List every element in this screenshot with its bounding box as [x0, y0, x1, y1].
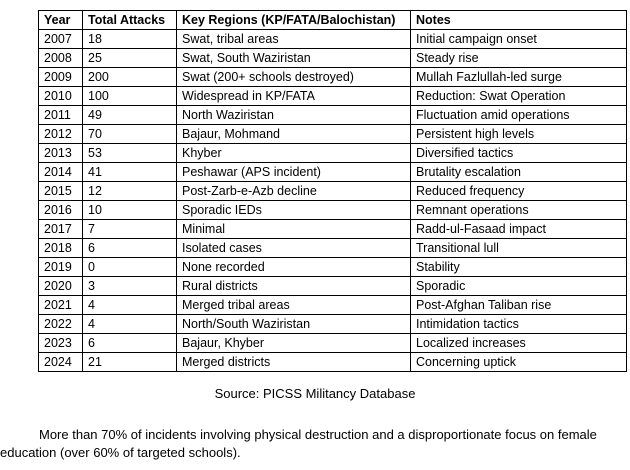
cell-total-attacks: 12 — [83, 182, 177, 201]
cell-key-regions: Minimal — [177, 220, 411, 239]
cell-year: 2019 — [39, 258, 83, 277]
cell-total-attacks: 0 — [83, 258, 177, 277]
cell-total-attacks: 53 — [83, 144, 177, 163]
table-row — [39, 106, 627, 125]
table-row — [39, 201, 627, 220]
cell-notes: Diversified tactics — [411, 144, 627, 163]
cell-total-attacks: 4 — [83, 315, 177, 334]
cell-notes: Mullah Fazlullah-led surge — [411, 68, 627, 87]
header-notes: Notes — [411, 11, 627, 30]
cell-year: 2021 — [39, 296, 83, 315]
table-row — [39, 277, 627, 296]
table-row — [39, 258, 627, 277]
table-row — [39, 30, 627, 49]
cell-notes: Fluctuation amid operations — [411, 106, 627, 125]
cell-key-regions: Swat (200+ schools destroyed) — [177, 68, 411, 87]
cell-key-regions: None recorded — [177, 258, 411, 277]
cell-key-regions: Bajaur, Mohmand — [177, 125, 411, 144]
cell-total-attacks: 200 — [83, 68, 177, 87]
cell-total-attacks: 70 — [83, 125, 177, 144]
cell-year: 2015 — [39, 182, 83, 201]
cell-key-regions: Merged tribal areas — [177, 296, 411, 315]
table-row — [39, 125, 627, 144]
cell-key-regions: Swat, South Waziristan — [177, 49, 411, 68]
table-row — [39, 315, 627, 334]
table-row — [39, 220, 627, 239]
cell-year: 2010 — [39, 87, 83, 106]
header-total-attacks: Total Attacks — [83, 11, 177, 30]
table-row — [39, 296, 627, 315]
cell-key-regions: North/South Waziristan — [177, 315, 411, 334]
cell-notes: Radd-ul-Fasaad impact — [411, 220, 627, 239]
table-row — [39, 49, 627, 68]
cell-total-attacks: 21 — [83, 353, 177, 372]
cell-total-attacks: 10 — [83, 201, 177, 220]
cell-total-attacks: 41 — [83, 163, 177, 182]
cell-total-attacks: 6 — [83, 239, 177, 258]
cell-year: 2024 — [39, 353, 83, 372]
attacks-table-container — [38, 10, 627, 372]
cell-year: 2011 — [39, 106, 83, 125]
cell-notes: Concerning uptick — [411, 353, 627, 372]
cell-key-regions: Widespread in KP/FATA — [177, 87, 411, 106]
cell-total-attacks: 49 — [83, 106, 177, 125]
cell-year: 2018 — [39, 239, 83, 258]
cell-notes: Reduced frequency — [411, 182, 627, 201]
cell-notes: Stability — [411, 258, 627, 277]
cell-notes: Brutality escalation — [411, 163, 627, 182]
table-row — [39, 353, 627, 372]
cell-year: 2017 — [39, 220, 83, 239]
cell-year: 2023 — [39, 334, 83, 353]
cell-key-regions: Swat, tribal areas — [177, 30, 411, 49]
table-row — [39, 163, 627, 182]
cell-notes: Steady rise — [411, 49, 627, 68]
header-key-regions: Key Regions (KP/FATA/Balochistan) — [177, 11, 411, 30]
cell-key-regions: Khyber — [177, 144, 411, 163]
source-caption: Source: PICSS Militancy Database — [214, 386, 416, 401]
table-row — [39, 87, 627, 106]
cell-year: 2016 — [39, 201, 83, 220]
table-header-row — [39, 11, 627, 30]
cell-notes: Initial campaign onset — [411, 30, 627, 49]
cell-notes: Localized increases — [411, 334, 627, 353]
cell-total-attacks: 100 — [83, 87, 177, 106]
cell-notes: Reduction: Swat Operation — [411, 87, 627, 106]
cell-notes: Transitional lull — [411, 239, 627, 258]
table-row — [39, 334, 627, 353]
body-paragraph: More than 70% of incidents involving physical destruction and a disproportionate focus on female education (over 60% of targeted schools). — [0, 427, 597, 460]
cell-notes: Intimidation tactics — [411, 315, 627, 334]
cell-total-attacks: 4 — [83, 296, 177, 315]
cell-year: 2014 — [39, 163, 83, 182]
table-body — [39, 30, 627, 372]
cell-year: 2012 — [39, 125, 83, 144]
cell-year: 2020 — [39, 277, 83, 296]
table-row — [39, 239, 627, 258]
cell-key-regions: North Waziristan — [177, 106, 411, 125]
cell-year: 2009 — [39, 68, 83, 87]
cell-year: 2007 — [39, 30, 83, 49]
cell-total-attacks: 3 — [83, 277, 177, 296]
cell-total-attacks: 6 — [83, 334, 177, 353]
cell-year: 2022 — [39, 315, 83, 334]
attacks-table — [38, 10, 627, 372]
cell-key-regions: Post-Zarb-e-Azb decline — [177, 182, 411, 201]
cell-notes: Sporadic — [411, 277, 627, 296]
table-row — [39, 182, 627, 201]
cell-year: 2008 — [39, 49, 83, 68]
cell-key-regions: Merged districts — [177, 353, 411, 372]
header-year: Year — [39, 11, 83, 30]
cell-total-attacks: 7 — [83, 220, 177, 239]
table-row — [39, 68, 627, 87]
cell-notes: Persistent high levels — [411, 125, 627, 144]
cell-notes: Remnant operations — [411, 201, 627, 220]
cell-key-regions: Rural districts — [177, 277, 411, 296]
cell-total-attacks: 25 — [83, 49, 177, 68]
cell-notes: Post-Afghan Taliban rise — [411, 296, 627, 315]
cell-year: 2013 — [39, 144, 83, 163]
cell-total-attacks: 18 — [83, 30, 177, 49]
cell-key-regions: Bajaur, Khyber — [177, 334, 411, 353]
cell-key-regions: Peshawar (APS incident) — [177, 163, 411, 182]
table-row — [39, 144, 627, 163]
cell-key-regions: Sporadic IEDs — [177, 201, 411, 220]
cell-key-regions: Isolated cases — [177, 239, 411, 258]
